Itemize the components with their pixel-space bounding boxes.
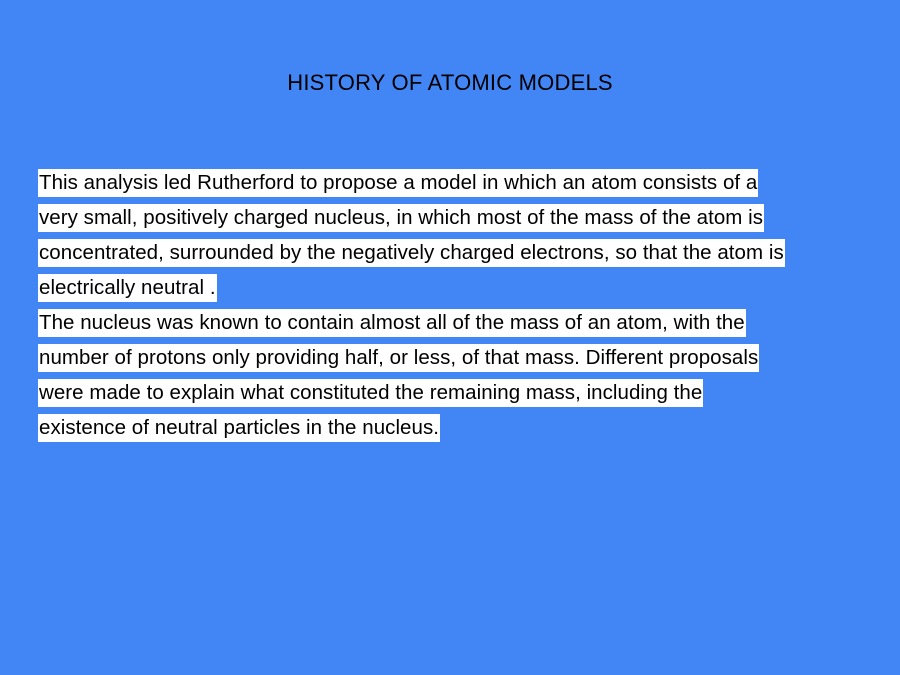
body-text-line [38,341,868,376]
highlighted-text: were made to explain what constituted the remaining mass, including the [38,379,703,407]
highlighted-text: number of protons only providing half, or less, of that mass. Different proposals [38,344,759,372]
highlighted-text: very small, positively charged nucleus, in which most of the mass of the atom is [38,204,764,232]
body-text-line [38,201,868,236]
body-text-line [38,236,868,271]
highlighted-text: concentrated, surrounded by the negatively charged electrons, so that the atom is [38,239,785,267]
page-title: HISTORY OF ATOMIC MODELS [287,70,613,95]
body-text-line [38,376,868,411]
body-text-line [38,306,868,341]
highlighted-text: electrically neutral . [38,274,217,302]
body-text-line [38,166,868,201]
slide-body-text [38,166,868,446]
highlighted-text: The nucleus was known to contain almost all of the mass of an atom, with the [38,309,746,337]
body-text-line [38,271,868,306]
highlighted-text: existence of neutral particles in the nucleus. [38,414,440,442]
body-text-line [38,411,868,446]
highlighted-text: This analysis led Rutherford to propose a model in which an atom consists of a [38,169,758,197]
